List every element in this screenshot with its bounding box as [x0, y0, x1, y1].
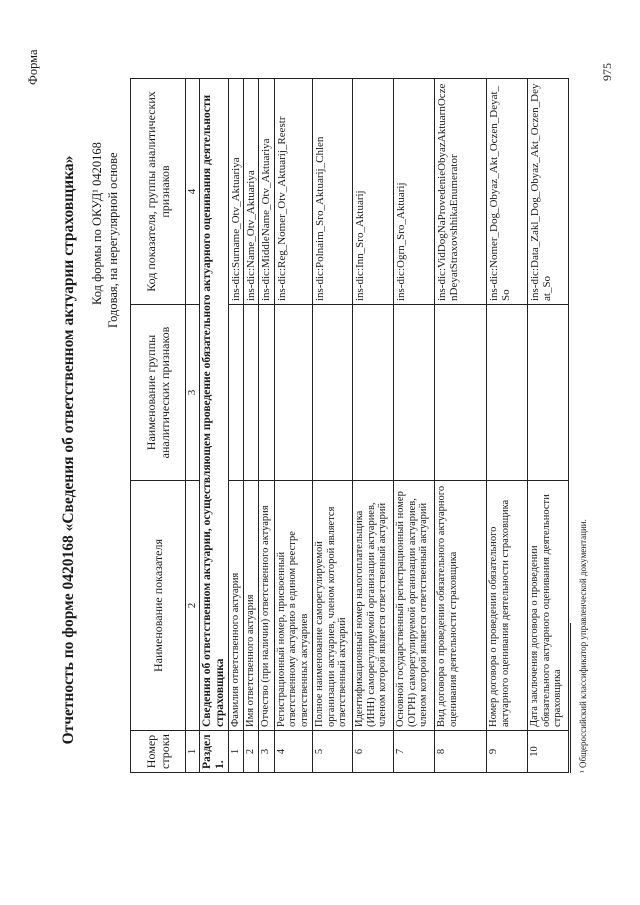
row-number: 4 [274, 731, 312, 773]
header-indicator-name: Наименование показателя [131, 481, 186, 731]
indicator-code: ins-dic:Reg_Nomer_Otv_Aktuarij_Reestr [274, 79, 312, 305]
indicator-name: Основной государственный регистрационный номер (ОГРН) саморегулируемой организации актуариев, членом которой является ответственный актуарий [393, 481, 434, 731]
indicator-code: ins-dic:Polnaim_Sro_Aktuarij_Chlen [312, 79, 352, 305]
header-code: Код показателя, группы аналитических признаков [131, 79, 186, 305]
table-row [393, 79, 434, 773]
footnote-rule [570, 623, 571, 773]
header-row-number: Номер строки [131, 731, 186, 773]
column-number-row [186, 79, 200, 773]
header-row [131, 79, 186, 773]
indicator-name: Дата заключения договора о проведении обязательного актуарного оценивания деятельности страховщика [527, 481, 568, 731]
table-row [352, 79, 393, 773]
column-number: 3 [186, 305, 200, 481]
section-title: Сведения об ответственном актуарии, осуществляющем проведение обязательного актуарного оценивания деятельности страховщика [200, 79, 229, 731]
reporting-period: Годовая, на нерегулярной основе [106, 152, 120, 328]
indicator-code: ins-dic:MiddleName_Otv_Aktuariya [259, 79, 274, 305]
indicator-name: Отчество (при наличии) ответственного актуария [259, 481, 274, 731]
indicator-name: Имя ответственного актуария [244, 481, 259, 731]
report-table [130, 78, 569, 773]
indicator-code: ins-dic:Nomer_Dog_Obyaz_Akt_Oczen_Deyat_So [486, 79, 527, 305]
indicator-code: ins-dic:Ogrn_Sro_Aktuarij [393, 79, 434, 305]
footnote: ¹ Общероссийский классификатор управленческой документации. [578, 519, 588, 773]
indicator-code: ins-dic:Data_Zakl_Dog_Obyaz_Akt_Oczen_Deyat_So [527, 79, 568, 305]
table-row [312, 79, 352, 773]
column-number: 2 [186, 481, 200, 731]
group-name [244, 305, 259, 481]
okud-code: Код формы по ОКУД¹ 0420168 [90, 142, 104, 305]
indicator-code: ins-dic:VidDogNaProvedenieObyazAktuarnOczenDeyatStraxovshhikaEnumerator [434, 79, 486, 305]
table-row [527, 79, 568, 773]
indicator-code: ins-dic:Surname_Otv_Aktuariya [228, 79, 243, 305]
group-name [393, 305, 434, 481]
page-number: 975 [600, 63, 614, 81]
form-label: Форма [26, 49, 40, 85]
indicator-name: Фамилия ответственного актуария [228, 481, 243, 731]
header-group-name: Наименование группы аналитических признаков [131, 305, 186, 481]
table-row [274, 79, 312, 773]
row-number: 2 [244, 731, 259, 773]
section-label: Раздел 1. [200, 731, 229, 773]
row-number: 3 [259, 731, 274, 773]
group-name [352, 305, 393, 481]
group-name [259, 305, 274, 481]
row-number: 8 [434, 731, 486, 773]
row-number: 9 [486, 731, 527, 773]
indicator-name: Вид договора о проведении обязательного актуарного оценивания деятельности страховщика [434, 481, 486, 731]
group-name [312, 305, 352, 481]
group-name [527, 305, 568, 481]
table-row [434, 79, 486, 773]
section-row [200, 79, 229, 773]
indicator-name: Полное наименование саморегулируемой организации актуариев, членом которой является ответственный актуарий [312, 481, 352, 731]
table-row [259, 79, 274, 773]
row-number: 10 [527, 731, 568, 773]
indicator-name: Номер договора о проведении обязательного актуарного оценивания деятельности страховщика [486, 481, 527, 731]
column-number: 1 [186, 731, 200, 773]
indicator-code: ins-dic:Name_Otv_Aktuariya [244, 79, 259, 305]
indicator-code: ins-dic:Inn_Sro_Aktuarij [352, 79, 393, 305]
group-name [274, 305, 312, 481]
column-number: 4 [186, 79, 200, 305]
table-row [486, 79, 527, 773]
group-name [486, 305, 527, 481]
row-number: 5 [312, 731, 352, 773]
group-name [434, 305, 486, 481]
indicator-name: Идентификационный номер налогоплательщика (ИНН) саморегулируемой организации актуариев, членом которой является ответственный актуарий [352, 481, 393, 731]
group-name [228, 305, 243, 481]
document-title: Отчетность по форме 0420168 «Сведения об ответственном актуарии страховщика» [60, 155, 77, 745]
table-row [228, 79, 243, 773]
row-number: 7 [393, 731, 434, 773]
indicator-name: Регистрационный номер, присвоенный ответственному актуарию в едином реестре ответственных актуариев [274, 481, 312, 731]
row-number: 1 [228, 731, 243, 773]
row-number: 6 [352, 731, 393, 773]
table-row [244, 79, 259, 773]
